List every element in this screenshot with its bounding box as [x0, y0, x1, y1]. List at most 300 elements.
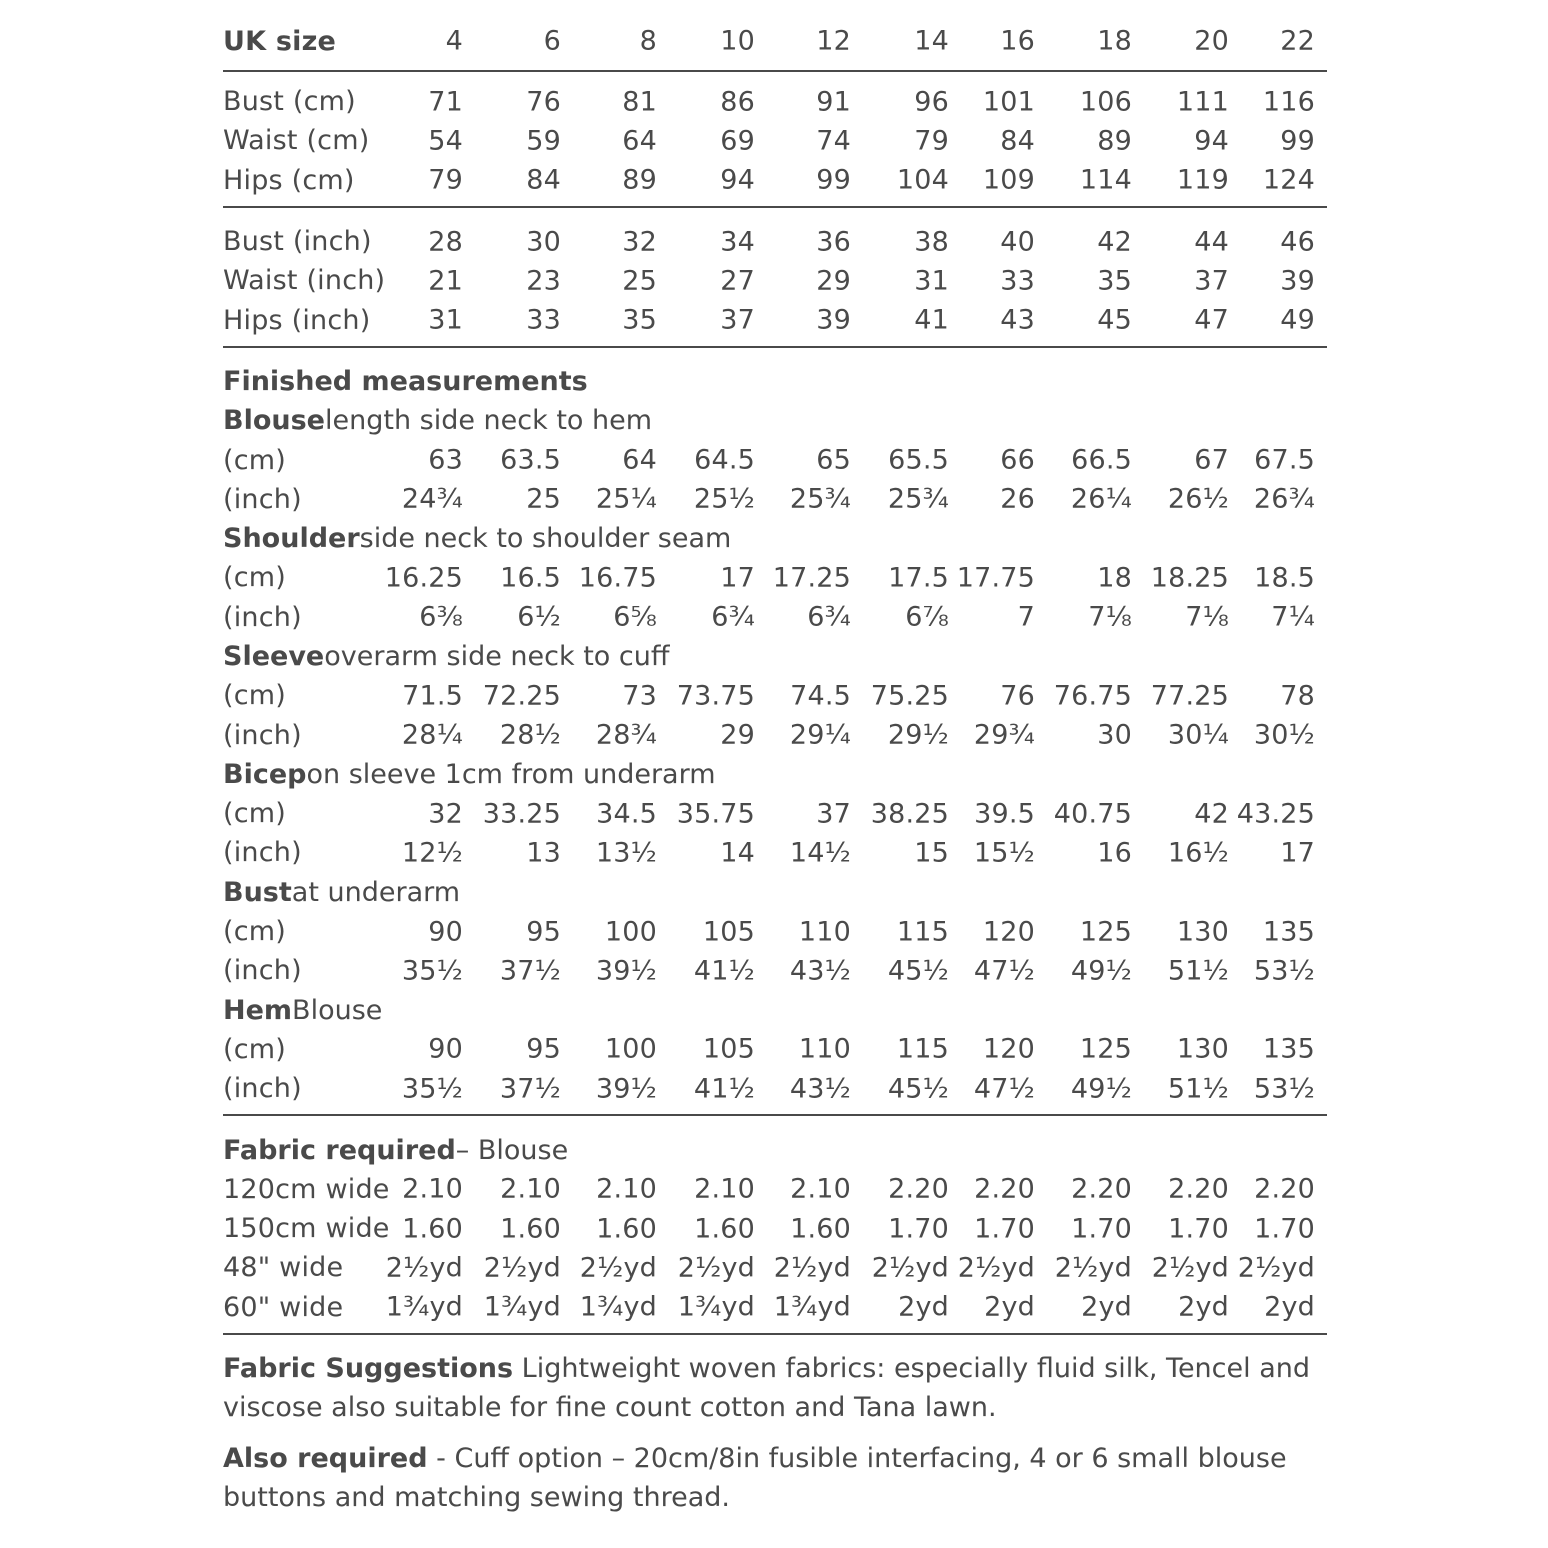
value-cell: 6⅝	[613, 601, 657, 633]
value-cell: 51½	[1167, 1073, 1229, 1105]
value-cell: 49½	[1070, 1073, 1132, 1105]
also-required-paragraph	[223, 1439, 1327, 1517]
value-cell: 1.60	[694, 1213, 755, 1245]
finished-measurement-row: (inch) 28¼ 28½ 28¾ 29 29¼ 29½ 29¾ 30 30¼ 30½	[223, 715, 1327, 754]
size-header-row: UK size 4 6 8 10 12 14 16 18 20 22	[223, 18, 1327, 64]
value-cell: 1.70	[1168, 1213, 1229, 1245]
value-cell: 115	[896, 1033, 949, 1065]
row-values	[223, 676, 1327, 715]
value-cell: 35	[1097, 265, 1132, 297]
value-cell: 1.60	[402, 1213, 463, 1245]
value-cell: 125	[1079, 916, 1132, 948]
value-cell: 104	[896, 164, 949, 196]
value-cell: 24¾	[401, 483, 463, 515]
row-values	[223, 833, 1327, 872]
value-cell: 41½	[693, 1073, 755, 1105]
divider	[223, 206, 1327, 208]
value-cell: 53½	[1253, 955, 1315, 987]
value-cell: 2.20	[1168, 1173, 1229, 1205]
value-cell: 99	[816, 164, 851, 196]
fabric-required-row: 48" wide 2½yd 2½yd 2½yd 2½yd 2½yd 2½yd 2½yd 2½yd 2½yd 2½yd	[223, 1248, 1327, 1287]
value-cell: 2½yd	[579, 1252, 657, 1284]
row-values	[223, 82, 1327, 121]
value-cell: 119	[1176, 164, 1229, 196]
value-cell: 14½	[789, 837, 851, 869]
row-values	[223, 912, 1327, 951]
value-cell: 7	[1017, 601, 1035, 633]
group-title-rest: length side neck to hem	[325, 405, 653, 437]
value-cell: 12½	[401, 837, 463, 869]
value-cell: 43.25	[1236, 798, 1315, 830]
value-cell: 65	[816, 444, 851, 476]
value-cell: 35	[622, 304, 657, 336]
fabric-title-bold: Fabric required	[223, 1134, 456, 1166]
value-cell: 2.20	[974, 1173, 1035, 1205]
size-cell: 22	[1280, 25, 1315, 57]
row-values	[223, 261, 1327, 300]
value-cell: 100	[604, 916, 657, 948]
value-cell: 49	[1280, 304, 1315, 336]
group-title-bold: Blouse	[223, 405, 325, 437]
value-cell: 6½	[517, 601, 561, 633]
value-cell: 74	[816, 125, 851, 157]
divider	[223, 70, 1327, 72]
value-cell: 18.25	[1150, 562, 1229, 594]
value-cell: 2½yd	[773, 1252, 851, 1284]
value-cell: 6⅞	[905, 601, 949, 633]
value-cell: 1.70	[974, 1213, 1035, 1245]
value-cell: 81	[622, 86, 657, 118]
row-values	[223, 121, 1327, 160]
value-cell: 17	[1280, 837, 1315, 869]
value-cell: 37½	[499, 955, 561, 987]
value-cell: 35½	[401, 955, 463, 987]
fabric-title-rest: – Blouse	[455, 1134, 569, 1166]
value-cell: 78	[1280, 680, 1315, 712]
value-cell: 79	[428, 164, 463, 196]
group-title-bold: Hem	[223, 994, 293, 1026]
value-cell: 46	[1280, 226, 1315, 258]
value-cell: 100	[604, 1033, 657, 1065]
value-cell: 44	[1194, 226, 1229, 258]
value-cell: 116	[1262, 86, 1315, 118]
value-cell: 124	[1262, 164, 1315, 196]
row-values	[223, 480, 1327, 519]
value-cell: 16.75	[578, 562, 657, 594]
value-cell: 65.5	[888, 444, 949, 476]
notes-section	[223, 1349, 1327, 1517]
value-cell: 114	[1079, 164, 1132, 196]
value-cell: 33	[1000, 265, 1035, 297]
finished-measurement-row: (cm) 63 63.5 64 64.5 65 65.5 66 66.5 67 67.5	[223, 440, 1327, 479]
value-cell: 17	[720, 562, 755, 594]
row-values	[223, 558, 1327, 597]
row-values	[223, 300, 1327, 339]
value-cell: 1.70	[1254, 1213, 1315, 1245]
value-cell: 66.5	[1071, 444, 1132, 476]
body-measurement-row: Waist (cm) 54 59 64 69 74 79 84 89 94 99	[223, 121, 1327, 160]
value-cell: 45	[1097, 304, 1132, 336]
row-values	[223, 1069, 1327, 1108]
value-cell: 25½	[693, 483, 755, 515]
row-values	[223, 440, 1327, 479]
group-title-rest: side neck to shoulder seam	[359, 523, 732, 555]
value-cell: 2½yd	[1054, 1252, 1132, 1284]
size-header-values	[223, 18, 1327, 64]
value-cell: 95	[526, 916, 561, 948]
value-cell: 29¼	[789, 719, 851, 751]
value-cell: 16½	[1167, 837, 1229, 869]
divider	[223, 346, 1327, 348]
value-cell: 130	[1176, 1033, 1229, 1065]
value-cell: 72.25	[482, 680, 561, 712]
value-cell: 31	[914, 265, 949, 297]
value-cell: 42	[1194, 798, 1229, 830]
finished-measurement-row: (inch) 35½ 37½ 39½ 41½ 43½ 45½ 47½ 49½ 51½ 53½	[223, 951, 1327, 990]
value-cell: 6¾	[711, 601, 755, 633]
group-title-rest: on sleeve 1cm from underarm	[306, 758, 716, 790]
size-cell: 8	[639, 25, 657, 57]
value-cell: 120	[982, 1033, 1035, 1065]
value-cell: 2.20	[1071, 1173, 1132, 1205]
value-cell: 28	[428, 226, 463, 258]
value-cell: 2.10	[790, 1173, 851, 1205]
fabric-suggestions-bold: Fabric Suggestions	[223, 1352, 514, 1384]
size-cell: 10	[720, 25, 755, 57]
value-cell: 13	[526, 837, 561, 869]
value-cell: 30	[1097, 719, 1132, 751]
value-cell: 2yd	[898, 1291, 949, 1323]
value-cell: 120	[982, 916, 1035, 948]
value-cell: 106	[1079, 86, 1132, 118]
value-cell: 47½	[973, 955, 1035, 987]
value-cell: 45½	[887, 955, 949, 987]
value-cell: 63.5	[500, 444, 561, 476]
row-values	[223, 715, 1327, 754]
finished-measurement-row: (inch) 35½ 37½ 39½ 41½ 43½ 45½ 47½ 49½ 51½ 53½	[223, 1069, 1327, 1108]
row-values	[223, 1209, 1327, 1248]
value-cell: 25	[526, 483, 561, 515]
finished-measurements-title	[223, 362, 1327, 401]
value-cell: 91	[816, 86, 851, 118]
value-cell: 28½	[499, 719, 561, 751]
value-cell: 130	[1176, 916, 1229, 948]
also-required-text: - Cuff option – 20cm/8in fusible interfacing, 4 or 6 small blouse buttons and matching sewing thread.	[223, 1442, 1287, 1513]
value-cell: 37	[816, 798, 851, 830]
group-title-bold: Bust	[223, 876, 292, 908]
fabric-required-section	[223, 1170, 1327, 1327]
value-cell: 15	[914, 837, 949, 869]
measurement-group-title	[223, 991, 1327, 1030]
value-cell: 111	[1176, 86, 1229, 118]
value-cell: 95	[526, 1033, 561, 1065]
body-measurement-row: Waist (inch) 21 23 25 27 29 31 33 35 37 39	[223, 261, 1327, 300]
value-cell: 99	[1280, 125, 1315, 157]
value-cell: 32	[428, 798, 463, 830]
value-cell: 73.75	[676, 680, 755, 712]
size-cell: 6	[543, 25, 561, 57]
value-cell: 17.75	[956, 562, 1035, 594]
finished-measurement-row: (inch) 24¾ 25 25¼ 25½ 25¾ 25¾ 26 26¼ 26½ 26¾	[223, 480, 1327, 519]
value-cell: 35.75	[676, 798, 755, 830]
value-cell: 49½	[1070, 955, 1132, 987]
value-cell: 7⅛	[1185, 601, 1229, 633]
value-cell: 25¾	[789, 483, 851, 515]
finished-measurement-row: (cm) 32 33.25 34.5 35.75 37 38.25 39.5 40.75 42 43.25	[223, 794, 1327, 833]
value-cell: 64	[622, 125, 657, 157]
value-cell: 7⅛	[1088, 601, 1132, 633]
value-cell: 94	[1194, 125, 1229, 157]
value-cell: 30	[526, 226, 561, 258]
value-cell: 1¾yd	[677, 1291, 755, 1323]
value-cell: 41½	[693, 955, 755, 987]
value-cell: 37½	[499, 1073, 561, 1105]
value-cell: 32	[622, 226, 657, 258]
finished-measurement-row: (cm) 71.5 72.25 73 73.75 74.5 75.25 76 76.75 77.25 78	[223, 676, 1327, 715]
value-cell: 2½yd	[957, 1252, 1035, 1284]
finished-measurement-row: (cm) 90 95 100 105 110 115 120 125 130 135	[223, 912, 1327, 951]
value-cell: 16	[1097, 837, 1132, 869]
value-cell: 1¾yd	[773, 1291, 851, 1323]
value-cell: 86	[720, 86, 755, 118]
value-cell: 26	[1000, 483, 1035, 515]
value-cell: 2.10	[596, 1173, 657, 1205]
size-cell: 14	[914, 25, 949, 57]
value-cell: 109	[982, 164, 1035, 196]
value-cell: 33.25	[482, 798, 561, 830]
value-cell: 75.25	[870, 680, 949, 712]
value-cell: 63	[428, 444, 463, 476]
value-cell: 29	[720, 719, 755, 751]
value-cell: 89	[622, 164, 657, 196]
value-cell: 105	[702, 1033, 755, 1065]
value-cell: 43	[1000, 304, 1035, 336]
fabric-required-title	[223, 1130, 1327, 1169]
value-cell: 94	[720, 164, 755, 196]
value-cell: 39½	[595, 1073, 657, 1105]
value-cell: 135	[1262, 1033, 1315, 1065]
value-cell: 23	[526, 265, 561, 297]
fabric-required-row: 120cm wide 2.10 2.10 2.10 2.10 2.10 2.20 2.20 2.20 2.20 2.20	[223, 1170, 1327, 1209]
value-cell: 66	[1000, 444, 1035, 476]
row-values	[223, 222, 1327, 261]
value-cell: 34	[720, 226, 755, 258]
measurement-group-title	[223, 519, 1327, 558]
finished-measurements-section	[223, 401, 1327, 1108]
value-cell: 73	[622, 680, 657, 712]
value-cell: 1.70	[888, 1213, 949, 1245]
measurement-group-title	[223, 755, 1327, 794]
value-cell: 29¾	[973, 719, 1035, 751]
value-cell: 18.5	[1254, 562, 1315, 594]
value-cell: 105	[702, 916, 755, 948]
size-cell: 20	[1194, 25, 1229, 57]
value-cell: 6¾	[807, 601, 851, 633]
value-cell: 38.25	[870, 798, 949, 830]
value-cell: 2½yd	[385, 1252, 463, 1284]
value-cell: 47	[1194, 304, 1229, 336]
value-cell: 79	[914, 125, 949, 157]
value-cell: 39½	[595, 955, 657, 987]
value-cell: 36	[816, 226, 851, 258]
group-title-bold: Shoulder	[223, 523, 360, 555]
fabric-required-row: 150cm wide 1.60 1.60 1.60 1.60 1.60 1.70 1.70 1.70 1.70 1.70	[223, 1209, 1327, 1248]
finished-title-text: Finished measurements	[223, 365, 588, 397]
value-cell: 2½yd	[871, 1252, 949, 1284]
divider	[223, 1114, 1327, 1116]
value-cell: 2½yd	[1151, 1252, 1229, 1284]
value-cell: 2½yd	[1237, 1252, 1315, 1284]
value-cell: 101	[982, 86, 1035, 118]
value-cell: 30½	[1253, 719, 1315, 751]
size-cell: 16	[1000, 25, 1035, 57]
finished-measurement-row: (inch) 12½ 13 13½ 14 14½ 15 15½ 16 16½ 17	[223, 833, 1327, 872]
value-cell: 21	[428, 265, 463, 297]
value-cell: 40	[1000, 226, 1035, 258]
row-values	[223, 794, 1327, 833]
value-cell: 84	[1000, 125, 1035, 157]
value-cell: 47½	[973, 1073, 1035, 1105]
value-cell: 53½	[1253, 1073, 1315, 1105]
value-cell: 1¾yd	[483, 1291, 561, 1323]
value-cell: 67.5	[1254, 444, 1315, 476]
value-cell: 76	[526, 86, 561, 118]
value-cell: 28¾	[595, 719, 657, 751]
row-values	[223, 1248, 1327, 1287]
value-cell: 1.70	[1071, 1213, 1132, 1245]
row-values	[223, 161, 1327, 200]
value-cell: 71.5	[402, 680, 463, 712]
group-title-rest: at underarm	[291, 876, 461, 908]
group-title-rest: overarm side neck to cuff	[324, 641, 670, 672]
value-cell: 1¾yd	[579, 1291, 657, 1323]
fabric-suggestions-text: Lightweight woven fabrics: especially fluid silk, Tencel and viscose also suitable for fine count cotton and Tana lawn.	[223, 1352, 1311, 1423]
value-cell: 90	[428, 916, 463, 948]
value-cell: 45½	[887, 1073, 949, 1105]
size-cell: 4	[445, 25, 463, 57]
value-cell: 76.75	[1053, 680, 1132, 712]
value-cell: 37	[720, 304, 755, 336]
value-cell: 33	[526, 304, 561, 336]
value-cell: 71	[428, 86, 463, 118]
value-cell: 17.5	[888, 562, 949, 594]
value-cell: 26¼	[1070, 483, 1132, 515]
value-cell: 40.75	[1053, 798, 1132, 830]
size-cell: 18	[1097, 25, 1132, 57]
value-cell: 1.60	[596, 1213, 657, 1245]
value-cell: 2½yd	[483, 1252, 561, 1284]
value-cell: 59	[526, 125, 561, 157]
value-cell: 90	[428, 1033, 463, 1065]
value-cell: 43½	[789, 1073, 851, 1105]
row-values	[223, 1170, 1327, 1209]
measurement-group-title	[223, 401, 1327, 440]
value-cell: 14	[720, 837, 755, 869]
value-cell: 27	[720, 265, 755, 297]
value-cell: 2.10	[500, 1173, 561, 1205]
finished-measurement-row: (inch) 6⅜ 6½ 6⅝ 6¾ 6¾ 6⅞ 7 7⅛ 7⅛ 7¼	[223, 598, 1327, 637]
value-cell: 37	[1194, 265, 1229, 297]
body-measurement-row: Hips (cm) 79 84 89 94 99 104 109 114 119 124	[223, 161, 1327, 200]
value-cell: 51½	[1167, 955, 1229, 987]
value-cell: 2yd	[984, 1291, 1035, 1323]
value-cell: 43½	[789, 955, 851, 987]
value-cell: 110	[798, 916, 851, 948]
value-cell: 29	[816, 265, 851, 297]
value-cell: 69	[720, 125, 755, 157]
value-cell: 74.5	[790, 680, 851, 712]
value-cell: 110	[798, 1033, 851, 1065]
row-values	[223, 951, 1327, 990]
size-cell: 12	[816, 25, 851, 57]
measurement-group-title	[223, 873, 1327, 912]
value-cell: 2.20	[888, 1173, 949, 1205]
also-required-bold: Also required	[223, 1442, 428, 1474]
value-cell: 16.5	[500, 562, 561, 594]
value-cell: 39.5	[974, 798, 1035, 830]
value-cell: 89	[1097, 125, 1132, 157]
body-inch-section	[223, 222, 1327, 340]
value-cell: 96	[914, 86, 949, 118]
body-cm-section	[223, 82, 1327, 200]
value-cell: 125	[1079, 1033, 1132, 1065]
row-values	[223, 1030, 1327, 1069]
value-cell: 31	[428, 304, 463, 336]
value-cell: 28¼	[401, 719, 463, 751]
value-cell: 26¾	[1253, 483, 1315, 515]
value-cell: 2yd	[1264, 1291, 1315, 1323]
value-cell: 26½	[1167, 483, 1229, 515]
value-cell: 30¼	[1167, 719, 1229, 751]
value-cell: 1.60	[500, 1213, 561, 1245]
group-title-bold: Bicep	[223, 758, 307, 790]
value-cell: 67	[1194, 444, 1229, 476]
row-values	[223, 1288, 1327, 1327]
finished-measurement-row: (cm) 16.25 16.5 16.75 17 17.25 17.5 17.75 18 18.25 18.5	[223, 558, 1327, 597]
finished-measurement-row: (cm) 90 95 100 105 110 115 120 125 130 135	[223, 1030, 1327, 1069]
value-cell: 2yd	[1081, 1291, 1132, 1323]
value-cell: 2½yd	[677, 1252, 755, 1284]
value-cell: 54	[428, 125, 463, 157]
value-cell: 41	[914, 304, 949, 336]
row-values	[223, 598, 1327, 637]
value-cell: 25¼	[595, 483, 657, 515]
body-measurement-row: Bust (inch) 28 30 32 34 36 38 40 42 44 46	[223, 222, 1327, 261]
value-cell: 1¾yd	[385, 1291, 463, 1323]
value-cell: 29½	[887, 719, 949, 751]
group-title-rest: Blouse	[292, 994, 383, 1026]
divider	[223, 1333, 1327, 1335]
value-cell: 2.20	[1254, 1173, 1315, 1205]
value-cell: 135	[1262, 916, 1315, 948]
value-cell: 2yd	[1178, 1291, 1229, 1323]
value-cell: 15½	[973, 837, 1035, 869]
value-cell: 42	[1097, 226, 1132, 258]
value-cell: 16.25	[384, 562, 463, 594]
value-cell: 2.10	[402, 1173, 463, 1205]
measurement-group-title	[223, 637, 1327, 676]
value-cell: 25	[622, 265, 657, 297]
value-cell: 38	[914, 226, 949, 258]
value-cell: 6⅜	[419, 601, 463, 633]
value-cell: 17.25	[772, 562, 851, 594]
value-cell: 13½	[595, 837, 657, 869]
value-cell: 64.5	[694, 444, 755, 476]
value-cell: 39	[1280, 265, 1315, 297]
value-cell: 64	[622, 444, 657, 476]
value-cell: 34.5	[596, 798, 657, 830]
body-measurement-row: Hips (inch) 31 33 35 37 39 41 43 45 47 49	[223, 300, 1327, 339]
